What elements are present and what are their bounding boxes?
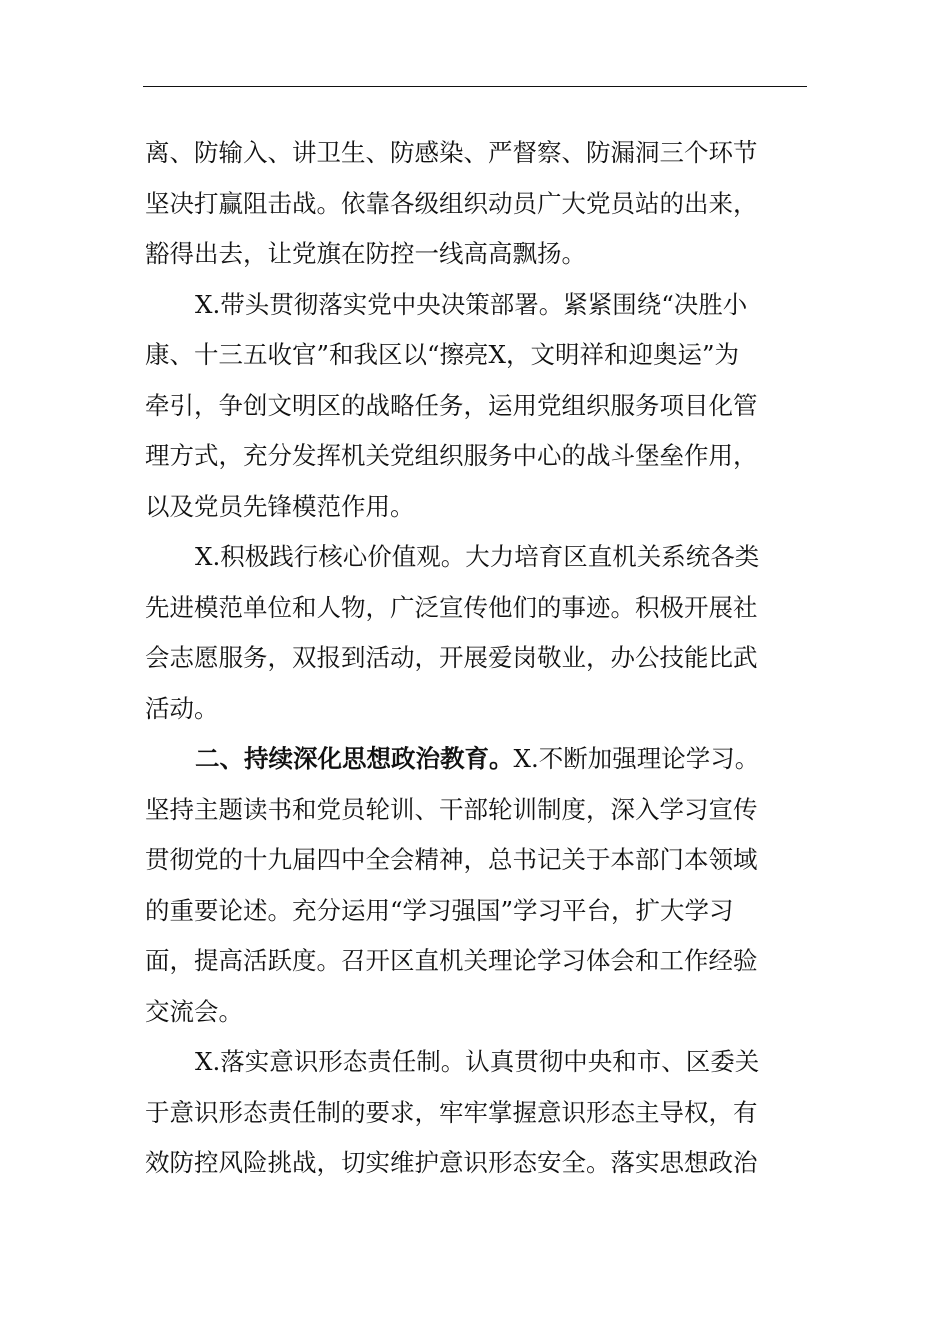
text-line: 于意识形态责任制的要求，牢牢掌握意识形态主导权，有	[145, 1097, 758, 1127]
text-line: 坚持主题读书和党员轮训、干部轮训制度，深入学习宣传	[145, 794, 758, 824]
text-line: 交流会。	[145, 996, 243, 1026]
text-line: 活动。	[145, 693, 219, 723]
header-rule	[143, 86, 807, 87]
text-line: 先进模范单位和人物，广泛宣传他们的事迹。积极开展社	[145, 592, 758, 622]
text-line: 理方式，充分发挥机关党组织服务中心的战斗堡垒作用，	[145, 441, 758, 470]
text-line: 离、防输入、讲卫生、防感染、严督察、防漏洞三个环节	[145, 138, 758, 167]
text-line: 效防控风险挑战，切实维护意识形态安全。落实思想政治	[145, 1148, 758, 1177]
text-line: 以及党员先锋模范作用。	[145, 491, 415, 521]
paragraph-first-line: X.带头贯彻落实党中央决策部署。紧紧围绕“决胜小	[195, 289, 748, 319]
text-line: 豁得出去，让党旗在防控一线高高飘扬。	[145, 239, 586, 268]
text-line: 面，提高活跃度。召开区直机关理论学习体会和工作经验	[145, 946, 758, 975]
text-line: 的重要论述。充分运用“学习强国”学习平台，扩大学习	[145, 895, 734, 925]
document-body	[145, 128, 807, 1189]
section-heading-line	[145, 734, 807, 785]
text-line: 康、十三五收官”和我区以“擦亮X，文明祥和迎奥运”为	[145, 340, 740, 369]
text-line: 贯彻党的十九届四中全会精神，总书记关于本部门本领域	[145, 845, 758, 874]
section-heading: 二、持续深化思想政治教育。	[195, 744, 514, 773]
paragraph-first-line: X.落实意识形态责任制。认真贯彻中央和市、区委关	[195, 1047, 760, 1076]
paragraph-first-line: X.积极践行核心价值观。大力培育区直机关系统各类	[195, 542, 760, 571]
text-line: 牵引，争创文明区的战略任务，运用党组织服务项目化管	[145, 390, 758, 420]
text-line: 会志愿服务，双报到活动，开展爱岗敬业，办公技能比武	[145, 643, 758, 672]
section-heading-continuation: X.不断加强理论学习。	[513, 744, 760, 773]
text-line: 坚决打赢阻击战。依靠各级组织动员广大党员站的出来，	[145, 188, 758, 218]
